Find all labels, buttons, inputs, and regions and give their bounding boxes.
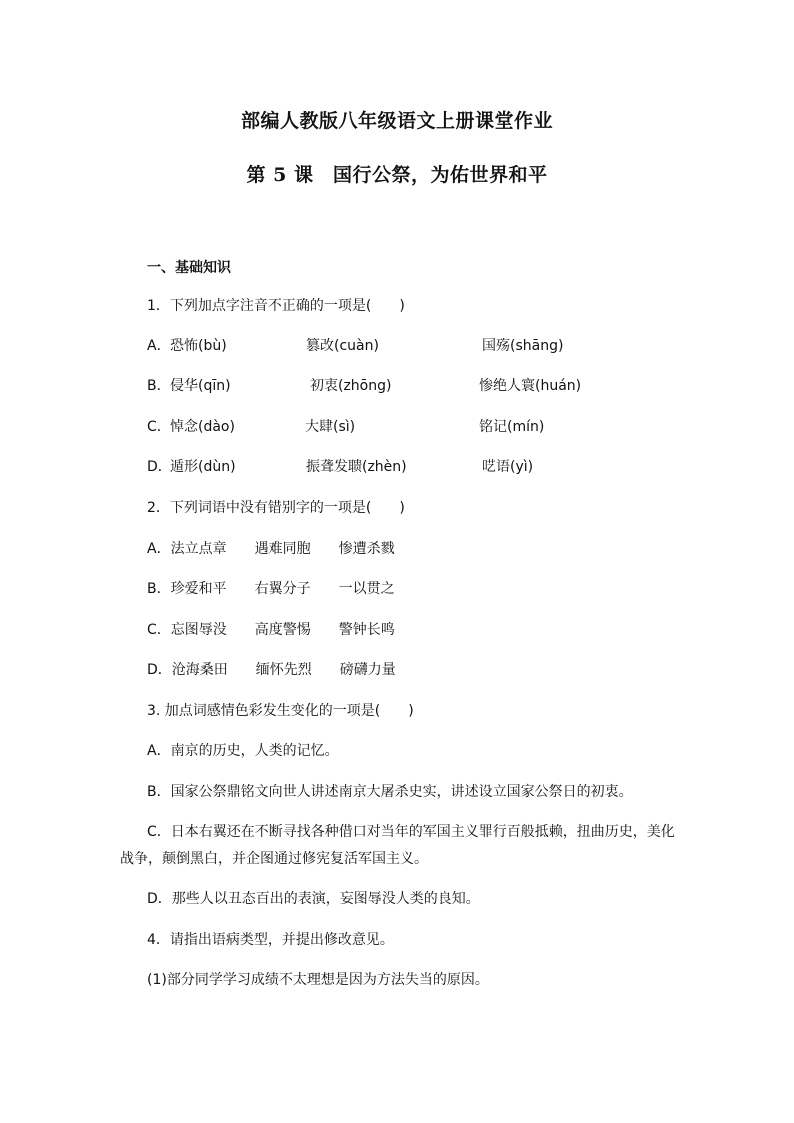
q1-option-d-item: 呓语(yì)	[482, 459, 534, 475]
q3-option-c-continued: 战争，颠倒黑白，并企图通过修宪复活军国主义。	[120, 851, 428, 867]
q1-option-a-label: A．	[147, 338, 171, 354]
q1-option-d-item: 遁形(dùn)	[170, 459, 236, 475]
q1-option-b-item: 侵华(qīn)	[170, 378, 231, 394]
section-heading: 一、基础知识	[147, 260, 231, 276]
q4-sentence-1: (1)部分同学学习成绩不太理想是因为方法失当的原因。	[147, 972, 489, 988]
q2-option-c: C．忘图辱没 高度警惕 警钟长鸣	[147, 622, 395, 638]
question-3-stem: 3. 加点词感情色彩发生变化的一项是( )	[147, 703, 414, 719]
lesson-subtitle: 第 5 课 国行公祭，为佑世界和平	[246, 164, 548, 186]
q3-option-b: B．国家公祭鼎铭文向世人讲述南京大屠杀史实，讲述设立国家公祭日的初衷。	[147, 784, 633, 800]
q2-option-d: D．沧海桑田 缅怀先烈 磅礴力量	[147, 662, 396, 678]
q1-option-a-item: 篡改(cuàn)	[306, 338, 379, 354]
question-2-stem: 2．下列词语中没有错别字的一项是( )	[147, 500, 405, 516]
q2-option-b: B．珍爱和平 右翼分子 一以贯之	[147, 581, 395, 597]
q2-option-a: A．法立点章 遇难同胞 惨遭杀戮	[147, 541, 395, 557]
q3-option-c: C．日本右翼还在不断寻找各种借口对当年的军国主义罪行百般抵赖，扭曲历史，美化	[147, 824, 675, 840]
document-title: 部编人教版八年级语文上册课堂作业	[240, 110, 553, 132]
q1-option-c-label: C．	[147, 419, 171, 435]
q1-option-c-item: 大肆(sì)	[305, 419, 356, 435]
q1-option-c-item: 铭记(mín)	[479, 419, 545, 435]
q1-option-b-item: 初衷(zhōng)	[310, 378, 392, 394]
q1-option-d-item: 振聋发聩(zhèn)	[306, 459, 407, 475]
q1-option-c-item: 悼念(dào)	[170, 419, 235, 435]
q3-option-a: A．南京的历史，人类的记忆。	[147, 743, 339, 759]
q3-option-d: D．那些人以丑态百出的表演，妄图辱没人类的良知。	[147, 891, 480, 907]
q1-option-b-label: B．	[147, 378, 171, 394]
q1-option-a-item: 国殇(shāng)	[482, 338, 564, 354]
q1-option-a-item: 恐怖(bù)	[170, 338, 227, 354]
q1-option-b-item: 惨绝人寰(huán)	[479, 378, 582, 394]
question-1-stem: 1．下列加点字注音不正确的一项是( )	[147, 298, 405, 314]
q1-option-d-label: D．	[147, 459, 172, 475]
question-4-stem: 4．请指出语病类型，并提出修改意见。	[147, 932, 394, 948]
